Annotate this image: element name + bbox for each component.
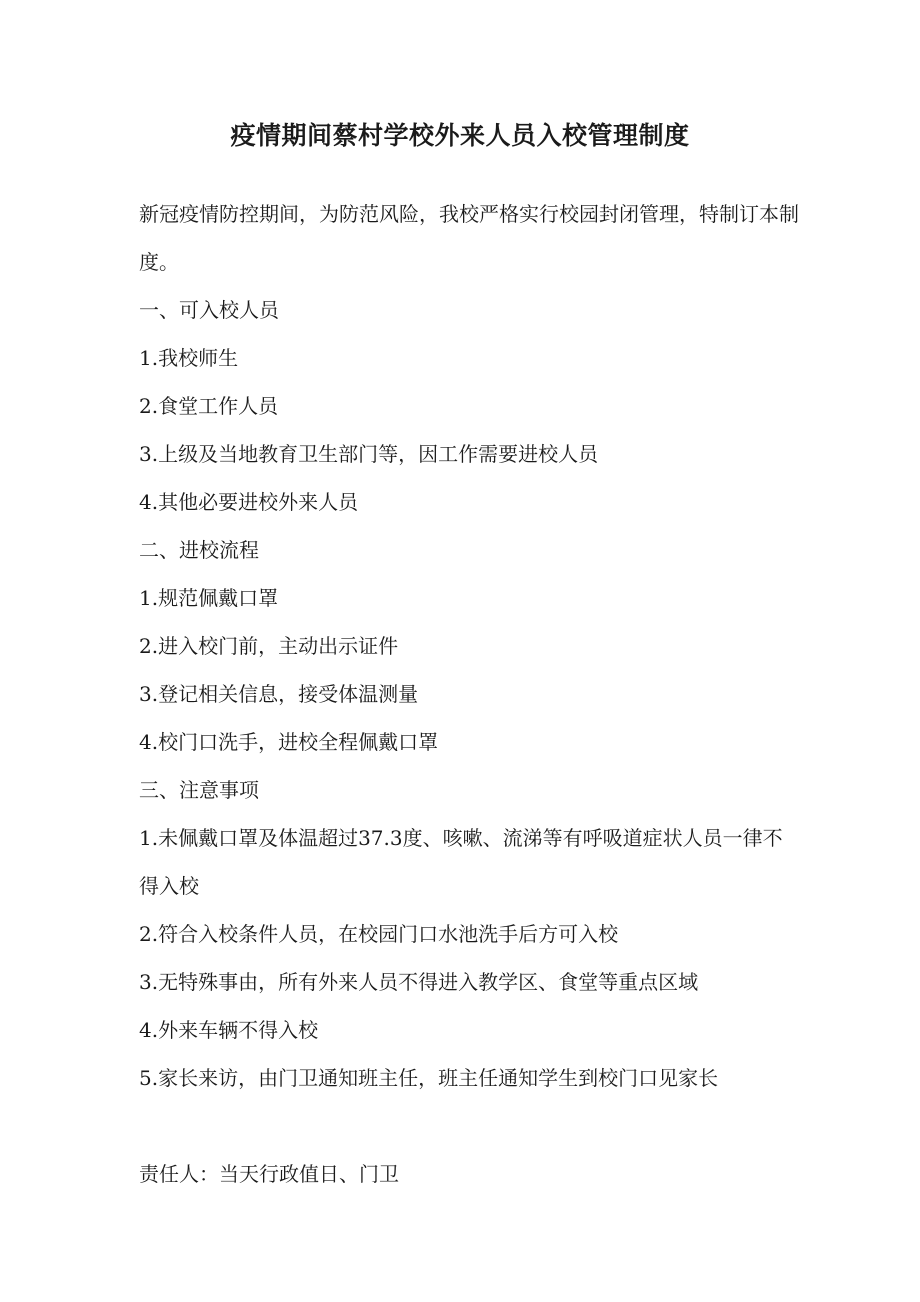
list-item: 3.上级及当地教育卫生部门等，因工作需要进校人员 xyxy=(139,442,599,466)
list-item: 1.未佩戴口罩及体温超过37.3度、咳嗽、流涕等有呼吸道症状人员一律不得入校 xyxy=(139,826,783,898)
document-title: 疫情期间蔡村学校外来人员入校管理制度 xyxy=(230,121,690,150)
intro-paragraph: 新冠疫情防控期间，为防范风险，我校严格实行校园封闭管理，特制订本制度。 xyxy=(139,202,799,274)
list-item: 4.外来车辆不得入校 xyxy=(139,1018,319,1042)
section-heading-3: 三、注意事项 xyxy=(139,778,259,802)
responsible-line: 责任人：当天行政值日、门卫 xyxy=(139,1162,399,1186)
list-item: 3.无特殊事由，所有外来人员不得进入教学区、食堂等重点区域 xyxy=(139,970,699,994)
list-item: 3.登记相关信息，接受体温测量 xyxy=(139,682,419,706)
section-heading-2: 二、进校流程 xyxy=(139,538,259,562)
list-item: 2.符合入校条件人员，在校园门口水池洗手后方可入校 xyxy=(139,922,619,946)
list-item: 5.家长来访，由门卫通知班主任，班主任通知学生到校门口见家长 xyxy=(139,1066,719,1090)
spacer xyxy=(139,1102,799,1150)
list-item: 2.食堂工作人员 xyxy=(139,394,279,418)
list-item: 1.规范佩戴口罩 xyxy=(139,586,279,610)
document-body xyxy=(139,190,799,1198)
list-item: 4.其他必要进校外来人员 xyxy=(139,490,359,514)
section-heading-1: 一、可入校人员 xyxy=(139,298,279,322)
list-item: 2.进入校门前，主动出示证件 xyxy=(139,634,399,658)
list-item: 1.我校师生 xyxy=(139,346,239,370)
list-item: 4.校门口洗手，进校全程佩戴口罩 xyxy=(139,730,439,754)
